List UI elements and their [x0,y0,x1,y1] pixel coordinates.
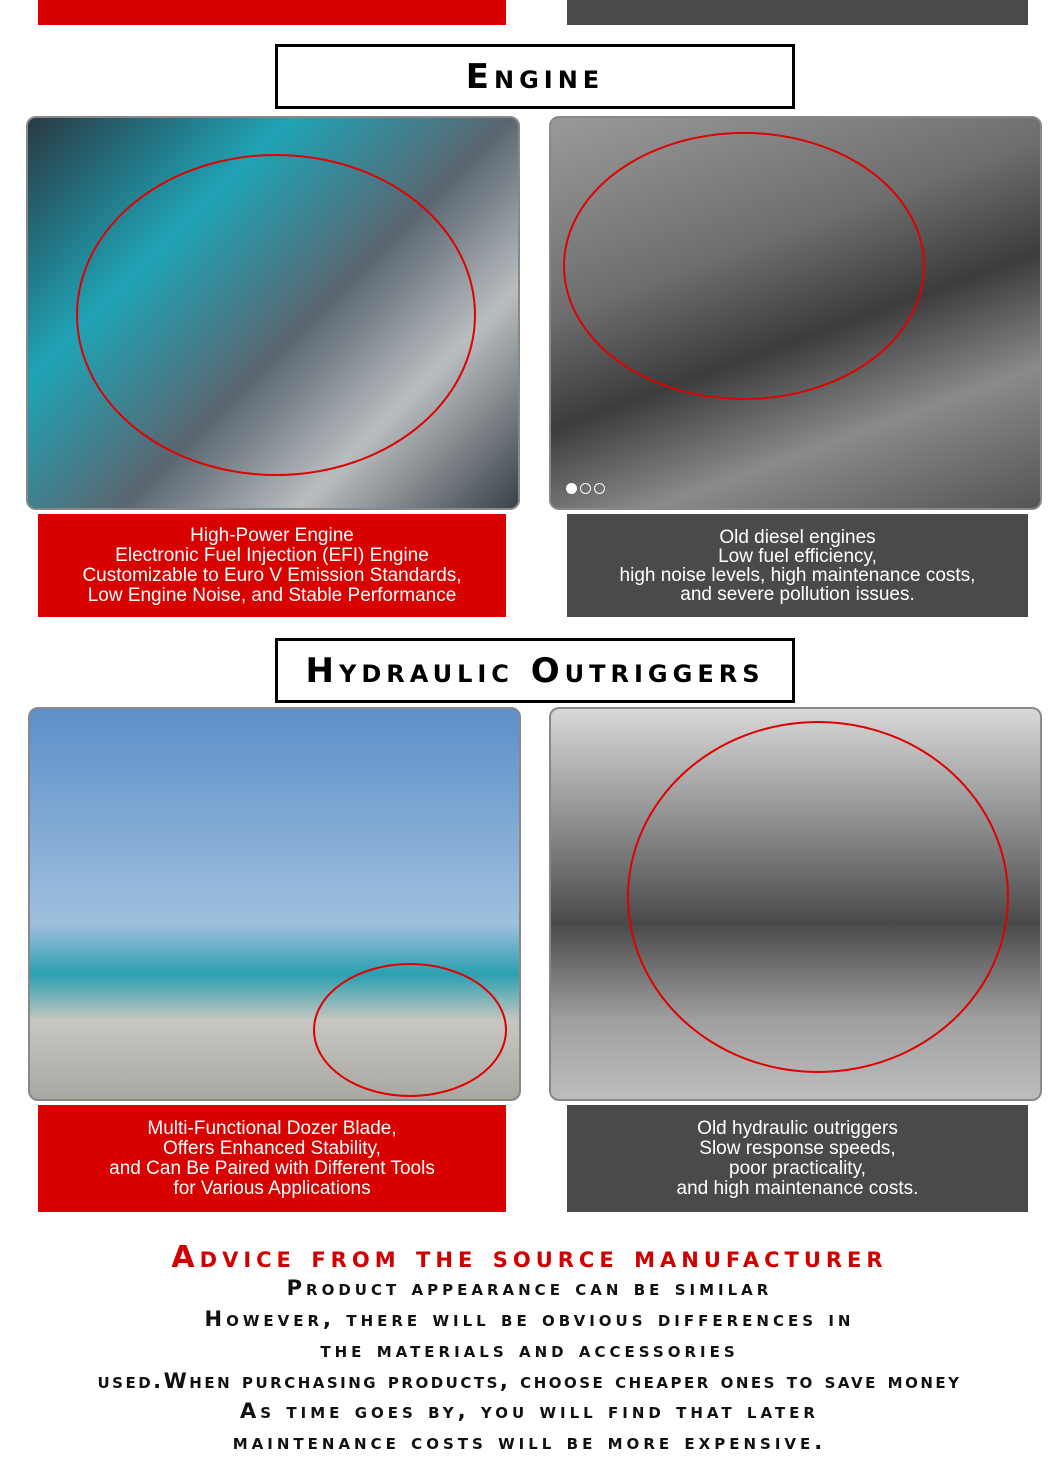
caption-line: High-Power Engine [190,524,354,546]
highlight-circle [313,963,507,1097]
caption-line: Offers Enhanced Stability, [163,1137,381,1159]
top-red-strip [38,0,506,25]
section-title-outriggers: Hydraulic Outriggers [275,638,795,703]
caption-line: and severe pollution issues. [680,583,915,605]
highlight-circle [627,721,1009,1073]
carousel-dot[interactable] [566,483,577,494]
carousel-dots[interactable] [566,483,605,494]
caption-line: Old hydraulic outriggers [697,1117,898,1139]
caption-old-engine [567,514,1028,617]
advice-line: the materials and accessories [320,1338,739,1362]
caption-line: high noise levels, high maintenance costs, [619,564,976,586]
photo-new-outriggers [28,707,521,1101]
caption-line: Old diesel engines [719,526,876,548]
highlight-circle [76,154,476,476]
caption-line: Multi-Functional Dozer Blade, [147,1117,397,1139]
section-title-engine: Engine [275,44,795,109]
photo-old-engine [549,116,1042,510]
advice-title: Advice from the source manufacturer [171,1240,888,1275]
carousel-dot[interactable] [594,483,605,494]
caption-line: for Various Applications [173,1177,371,1199]
caption-line: and high maintenance costs. [676,1177,919,1199]
advice-line: maintenance costs will be more expensive. [232,1430,827,1454]
carousel-dot[interactable] [580,483,591,494]
caption-old-outriggers [567,1105,1028,1212]
caption-line: Low fuel efficiency, [718,545,877,567]
photo-old-outriggers [549,707,1042,1101]
photo-new-engine [26,116,520,510]
advice-line: used.When purchasing products, choose cheaper ones to save money [97,1369,962,1393]
highlight-circle [563,132,925,400]
caption-line: Electronic Fuel Injection (EFI) Engine [115,544,429,566]
top-gray-strip [567,0,1028,25]
caption-new-outriggers [38,1105,506,1212]
advice-line: However, there will be obvious differences in [204,1307,855,1331]
caption-new-engine [38,514,506,617]
advice-line: As time goes by, you will find that later [240,1399,819,1423]
advice-line: Product appearance can be similar [286,1276,773,1300]
caption-line: Slow response speeds, [699,1137,896,1159]
caption-line: and Can Be Paired with Different Tools [109,1157,435,1179]
caption-line: Customizable to Euro V Emission Standards, [82,564,462,586]
caption-line: Low Engine Noise, and Stable Performance [87,584,457,606]
caption-line: poor practicality, [729,1157,866,1179]
